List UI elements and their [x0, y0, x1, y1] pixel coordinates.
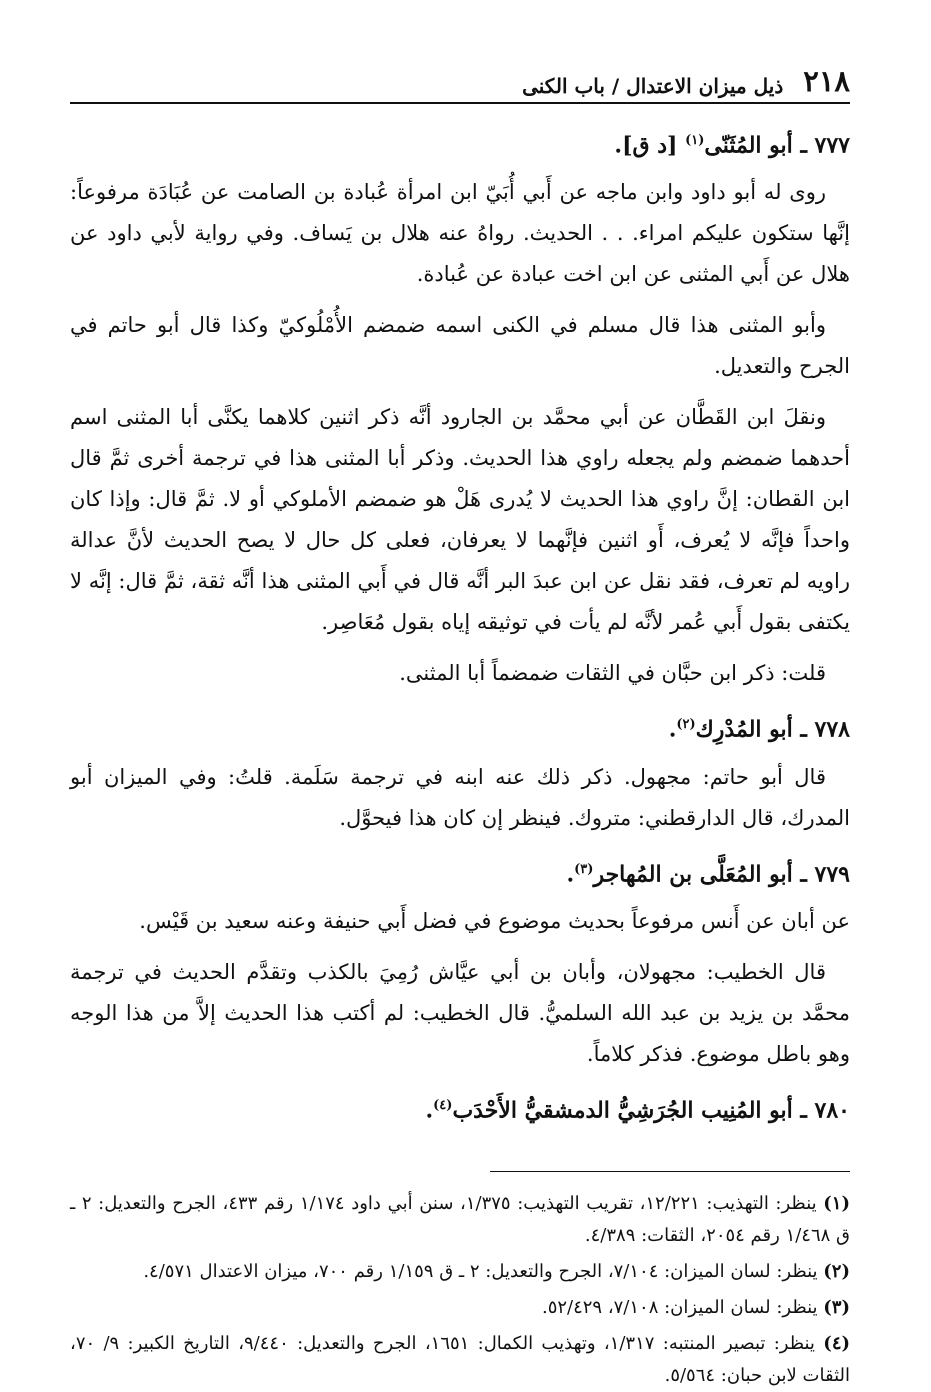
entry-heading: ٧٧٧ ـ أبو المُثَنّى [704, 132, 850, 159]
footnote-text: ينظر: لسان الميزان: ٧/١٠٤، الجرح والتعديل: ٢ ـ ق ١/١٥٩ رقم ٧٠٠، ميزان الاعتدال ٤/٥٧١. [143, 1261, 818, 1283]
footnote-ref: (١) [685, 133, 705, 148]
footnote-separator [490, 1171, 850, 1172]
footnote-text: ينظر: تبصير المنتبه: ١/٣١٧، وتهذيب الكمال: ١٦٥١، الجرح والتعديل: ٩/٤٤٠، التاريخ الكبير: ٩/ ٧٠، الثقات لابن حبان: ٥/٥٦٤. [70, 1333, 850, 1387]
footnote-2 [70, 1256, 850, 1288]
book-page [70, 58, 851, 1387]
page-header [70, 58, 850, 104]
footnote-ref: (٢) [676, 717, 696, 733]
footnote-1 [70, 1188, 850, 1252]
entry-title-779 [70, 849, 850, 895]
entry-suffix: . [566, 860, 575, 887]
entry-title-780 [70, 1085, 850, 1131]
entry-heading: ٧٧٨ ـ أبو المُدْرِك [695, 716, 850, 743]
footnote-number: (١) [823, 1193, 850, 1215]
paragraph: قال أبو حاتم: مجهول. ذكر ذلك عنه ابنه في ترجمة سَلَمة. قلتُ: وفي الميزان أبو المدرك، قال الدارقطني: متروك. فينظر إن كان هذا فيحوَّل. [70, 764, 850, 830]
paragraph: عن أبان عن أَنس مرفوعاً بحديث موضوع في فضل أَبي حنيفة وعنه سعيد بن قَيْس. [139, 908, 850, 933]
entry-heading: ٧٧٩ ـ أبو المُعَلَّى بن المُهاجر [593, 860, 850, 887]
entry-suffix: . [668, 716, 677, 743]
footnote-ref: (٤) [433, 1097, 453, 1113]
footnote-4 [70, 1328, 850, 1392]
paragraph: ونقلَ ابن القَطَّان عن أبي محمَّد بن الجارود أنَّه ذكر اثنين كلاهما يكنَّى أبا المثنى اسم أحدهما ضمضم ولم يجعله راوي هذا الحديث. وذكر أبا المثنى هذا في ترجمة أخرى ثمَّ قال ابن القطان: إنَّ راوي هذا الحديث لا يُدرى هَلْ هو ضمضم الأملوكي أو لا. ثمَّ قال: وإذا كان واحداً فإنَّه لا يُعرف، أَو اثنين فإنَّهما لا يعرفان، فعلى كل حال لا يصح الحديث لأنَّ عدالة راويه لم تعرف، فقد نقل عن ابن عبدَ البر أنَّه قال في أَبي المثنى هذا أنَّه ثقة، ثمَّ قال: إنَّه لا يكتفى بقول أَبي عُمر لأنَّه لم يأت في توثيقه إياه بقول مُعَاصِر. [70, 405, 850, 635]
running-title: ذيل ميزان الاعتدال / باب الكنى [522, 74, 784, 98]
entry-title-777 [70, 120, 850, 166]
footnote-3 [70, 1292, 850, 1324]
footnote-number: (٢) [823, 1261, 850, 1283]
entry-suffix: . [425, 1097, 434, 1124]
entry-suffix: [د ق]. [614, 132, 686, 159]
footnote-number: (٣) [823, 1297, 850, 1319]
entry-title-778 [70, 704, 850, 750]
page-body [70, 120, 850, 1392]
footnote-text: ينظر: التهذيب: ١٢/٢٢١، تقريب التهذيب: ١/٣٧٥، سنن أبي داود ١/١٧٤ رقم ٤٣٣، الجرح والتعديل: ٢ ـ ق ١/٤٦٨ رقم ٢٠٥٤، الثقات: ٤/٣٨٩. [70, 1193, 850, 1247]
entry-heading: ٧٨٠ ـ أبو المُنِيب الجُرَشِيُّ الدمشقيُّ الأَحْدَب [452, 1097, 850, 1124]
page-number: ٢١٨ [803, 64, 850, 98]
paragraph: وأبو المثنى هذا قال مسلم في الكنى اسمه ضمضم الأُمْلُوكيّ وكذا قال أبو حاتم في الجرح والتعديل. [70, 313, 850, 379]
footnote-ref: (٣) [574, 861, 594, 877]
footnote-text: ينظر: لسان الميزان: ٧/١٠٨، ٥٢/٤٢٩. [541, 1297, 818, 1319]
paragraph: قال الخطيب: مجهولان، وأبان بن أبي عيَّاش رُمِيَ بالكذب وتقدَّم الحديث في ترجمة محمَّد بن يزيد بن عبد الله السلميُّ. قال الخطيب: لم أكتب هذا الحديث إلاَّ من هذا الوجه وهو باطل موضوع. فذكر كلاماً. [70, 959, 850, 1066]
paragraph: روى له أبو داود وابن ماجه عن أَبي أُبَيّ ابن امرأة عُبادة بن الصامت عن عُبَادَة مرفوعاً: إنَّها ستكون عليكم امراء. . . الحديث. رواهُ عنه هلال بن يَساف. وفي رواية لأبي داود عن هلال عن أَبي المثنى عن ابن اخت عبادة عن عُبادة. [70, 180, 850, 287]
paragraph: قلت: ذكر ابن حبَّان في الثقات ضمضماً أبا المثنى. [399, 661, 826, 686]
footnotes [70, 1188, 850, 1392]
footnote-number: (٤) [823, 1333, 851, 1355]
